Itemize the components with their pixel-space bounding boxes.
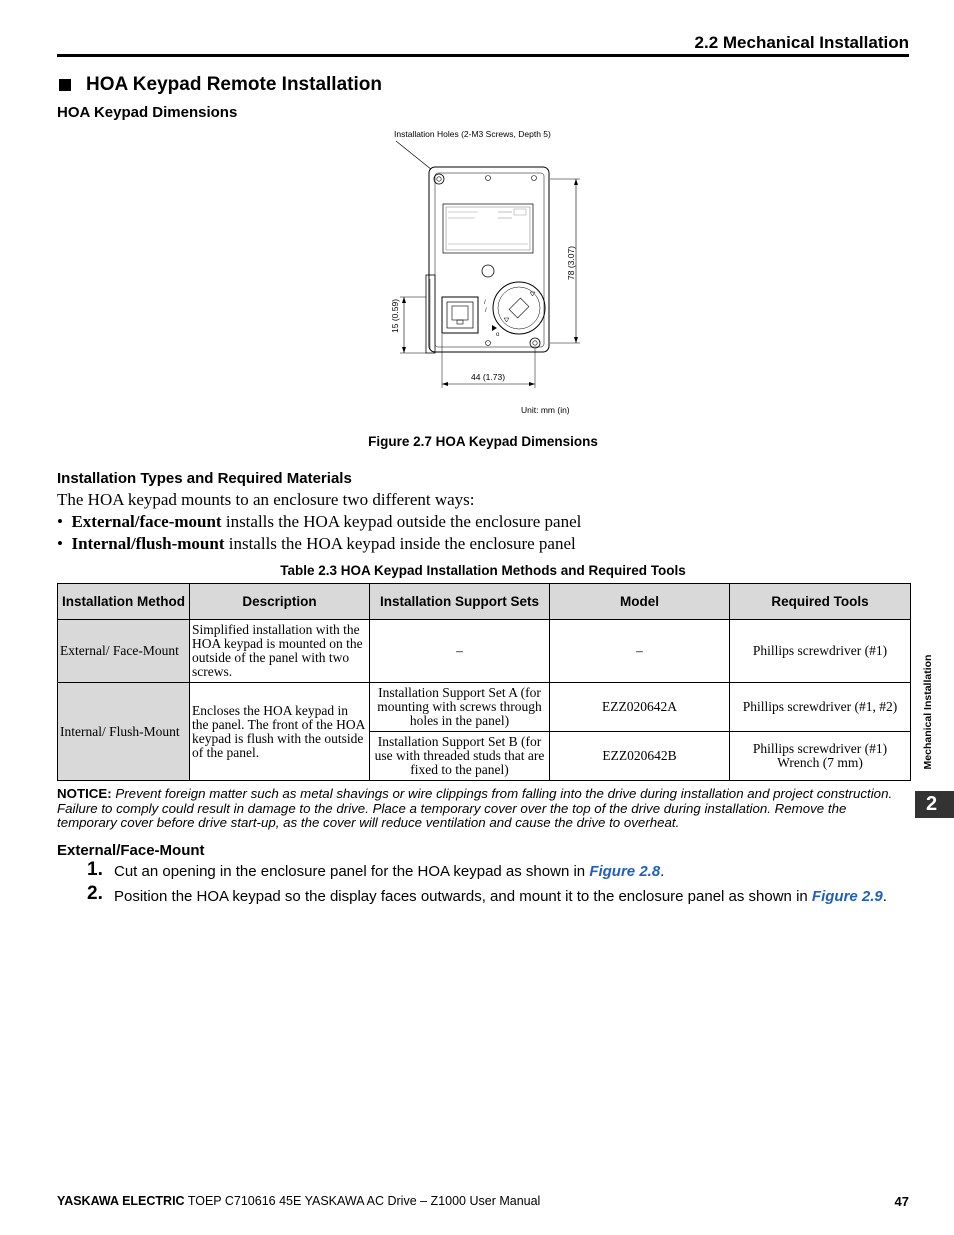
svg-text:/: / [484,300,486,306]
table-caption: Table 2.3 HOA Keypad Installation Methods and Required Tools [280,563,686,578]
cell-model: EZZ020642B [550,732,730,781]
step-1: Cut an opening in the enclosure panel for the HOA keypad as shown in Figure 2.8. [114,863,665,880]
bullet-dot: • [57,512,72,531]
cell-model: – [550,620,730,683]
bullet-external [57,512,581,532]
heading-dimensions: HOA Keypad Dimensions [57,104,238,121]
table-header-row [58,584,911,620]
cell-tools: Phillips screwdriver (#1, #2) [730,683,911,732]
col-header: Description [190,584,370,620]
side-chapter-label: Mechanical Installation [922,654,934,770]
notice-block [57,787,909,831]
svg-text:/: / [485,308,487,314]
bullet-text: installs the HOA keypad outside the enclosure panel [221,512,582,531]
bullet-dot: • [57,534,72,553]
callout-label: Installation Holes (2-M3 Screws, Depth 5) [394,129,551,139]
figure-caption: Figure 2.7 HOA Keypad Dimensions [368,434,598,449]
col-header: Model [550,584,730,620]
intro-text: The HOA keypad mounts to an enclosure two different ways: [57,490,475,509]
col-header: Installation Support Sets [370,584,550,620]
cell-method: Internal/ Flush-Mount [58,683,190,781]
header-rule [57,54,909,57]
bullet-bold: External/face-mount [71,512,222,531]
heading-external-mount: External/Face-Mount [57,842,205,859]
footer [57,1194,540,1208]
cell-model: EZZ020642A [550,683,730,732]
col-header: Required Tools [730,584,911,620]
width-dim-label: 44 (1.73) [471,372,506,382]
step-1-number: 1. [87,859,103,880]
cell-method: External/ Face-Mount [58,620,190,683]
col-header: Installation Method [58,584,190,620]
figure-2-8-link[interactable]: Figure 2.8 [589,863,661,880]
section-header: 2.2 Mechanical Installation [694,33,909,52]
step-text: Cut an opening in the enclosure panel for the HOA keypad as shown in [114,863,590,880]
unit-label: Unit: mm (in) [521,405,570,415]
step-text: Position the HOA keypad so the display faces outwards, and mount it to the enclosure panel as shown in [114,888,812,905]
cell-description: Encloses the HOA keypad in the panel. The front of the HOA keypad is flush with the outside of the panel. [190,683,370,781]
cell-description: Simplified installation with the HOA keypad is mounted on the outside of the panel with two screws. [190,620,370,683]
heading-hoa-remote [57,74,382,96]
bullet-internal [57,534,576,554]
notice-label: NOTICE: [57,786,112,801]
heading-installation-types: Installation Types and Required Materials [57,470,352,487]
step-2-number: 2. [87,883,103,904]
bullet-text: installs the HOA keypad inside the enclosure panel [224,534,576,553]
step-2: Position the HOA keypad so the display faces outwards, and mount it to the enclosure panel as shown in Figure 2.9. [114,888,887,905]
footer-brand: YASKAWA ELECTRIC [57,1194,185,1208]
installation-methods-table [57,583,911,781]
cell-support: Installation Support Set A (for mounting with screws through holes in the panel) [370,683,550,732]
cell-tools: Phillips screwdriver (#1) Wrench (7 mm) [730,732,911,781]
small-dim-label: 15 (0.59) [390,298,400,333]
notice-text: Prevent foreign matter such as metal shavings or wire clippings from falling into the drive during installation and project construction. Failure to comply could result in damage to the drive. Place a temporary cover over the top of the drive during installation. Remove the temporary cover before drive start-up, as the cover will reduce ventilation and cause the drive to overheat. [57,786,893,830]
table-row [58,620,911,683]
figure-2-9-link[interactable]: Figure 2.9 [811,888,883,905]
heading-text: HOA Keypad Remote Installation [86,74,382,95]
svg-text:o: o [496,332,500,338]
cell-support: – [370,620,550,683]
page-number: 47 [894,1194,909,1209]
keypad-dimension-drawing [380,122,600,422]
bullet-bold: Internal/flush-mount [71,534,225,553]
cell-tools: Phillips screwdriver (#1) [730,620,911,683]
square-bullet-icon [59,79,71,91]
cell-support: Installation Support Set B (for use with threaded studs that are fixed to the panel) [370,732,550,781]
chapter-tab[interactable]: 2 [915,791,954,818]
height-dim-label: 78 (3.07) [566,245,576,280]
table-row [58,683,911,732]
footer-doc: TOEP C710616 45E YASKAWA AC Drive – Z1000 User Manual [184,1194,541,1208]
